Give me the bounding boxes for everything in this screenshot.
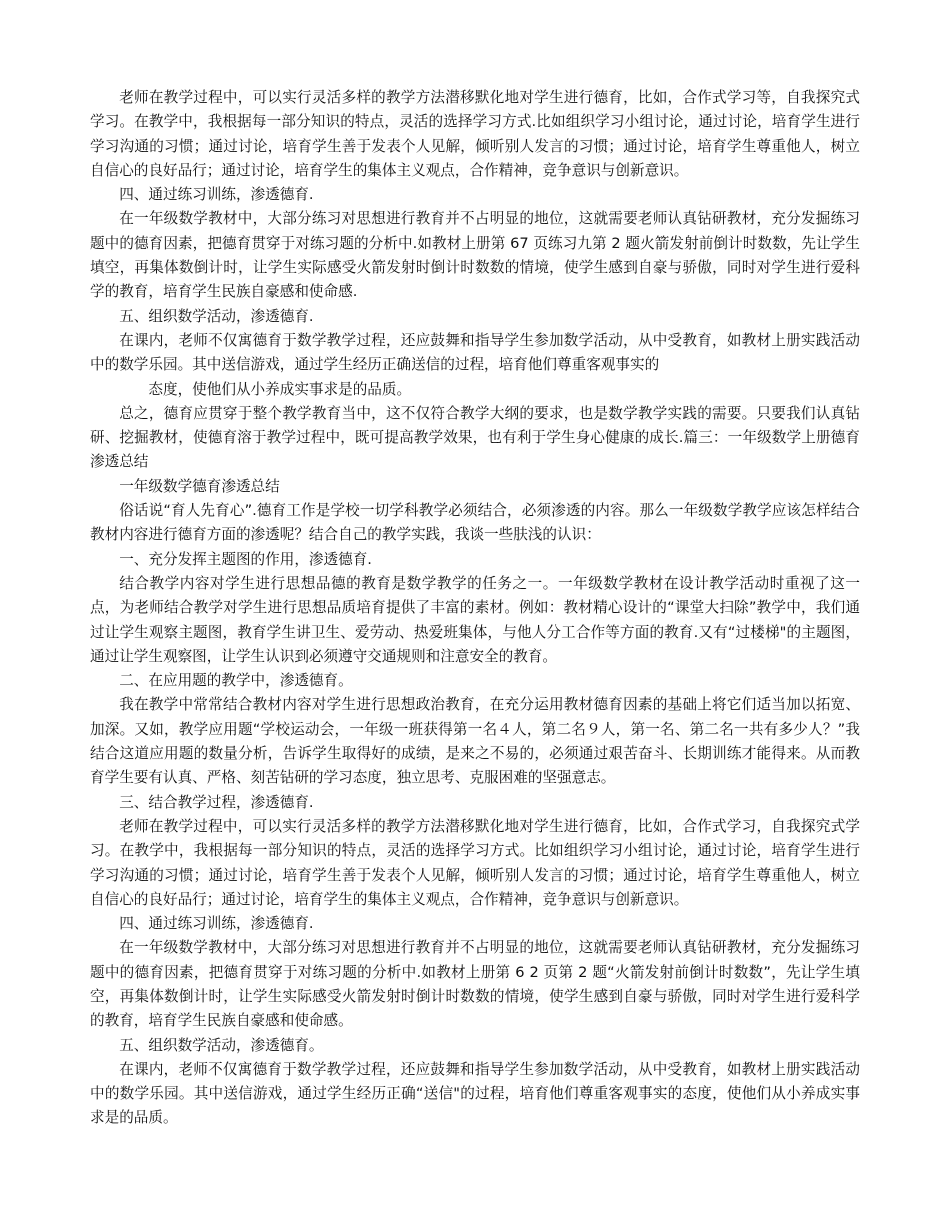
paragraph-activities: 在课内，老师不仅寓德育于数学教学过程，还应鼓舞和指导学生参加数学活动，从中受教育，如教材上册实践活动中的数学乐园。其中送信游戏，通过学生经历正确“送信"的过程，培育他们尊重客观事实的态度，使他们从小养成实事求是的品质。 (90, 1060, 860, 1127)
section-heading-2: 二、在应用题的教学中，渗透德育。 (119, 672, 353, 690)
paragraph-3: 在课内，老师不仅寓德育于数学教学过程，还应鼓舞和指导学生参加数学活动，从中受教育，如教材上册实践活动中的数学乐园。其中送信游戏，通过学生经历正确送信的过程，培育他们尊重客观事实的 (90, 331, 860, 374)
paragraph-3-continuation: 态度，使他们从小养成实事求是的品质。 (148, 380, 412, 398)
document-page (90, 86, 860, 1131)
section-heading-4: 四、通过练习训练，渗透德育. (119, 186, 314, 204)
section-heading-5b: 五、组织数学活动，渗透德育。 (119, 1036, 324, 1054)
paragraph-intro: 俗话说“育人先育心”.德育工作是学校一切学科教学必须结合，必须渗透的内容。那么一年级数学教学应该怎样结合教材内容进行德育方面的渗透呢？结合自己的教学实践，我谈一些肤浅的认识： (90, 502, 860, 544)
paragraph-practice: 在一年级数学教材中，大部分练习对思想进行教育并不占明显的地位，这就需要老师认真钻研教材，充分发掘练习题中的德育因素，把德育贯穿于对练习题的分析中.如教材上册第 6 2 页第 2 题“火箭发射前倒计时数数”，先让学生填空，再集体数倒计时，让学生实际感受火箭发射时倒计时数数的情境，使学生感到自豪与骄傲，同时对学生进行爱科学的教育，培育学生民族自豪感和使命感。 (90, 939, 860, 1030)
paragraph-2: 在一年级数学教材中，大部分练习对思想进行教育并不占明显的地位，这就需要老师认真钻研教材，充分发掘练习题中的德育因素，把德育贯穿于对练习题的分析中.如教材上册第 67 页练习九第 2 题火箭发射前倒计时数数，先让学生填空，再集体数倒计时，让学生实际感受火箭发射时倒计时数数的情境，使学生感到自豪与骄傲，同时对学生进行爱科学的教育，培育学生民族自豪感和使命感. (90, 210, 860, 301)
document-subtitle: 一年级数学德育渗透总结 (119, 477, 280, 495)
paragraph-word-problem: 我在教学中常常结合教材内容对学生进行思想政治教育，在充分运用教材德育因素的基础上将它们适当加以拓宽、加深。又如，教学应用题“学校运动会，一年级一班获得第一名４人，第二名９人，第一名、第二名一共有多少人？”我结合这道应用题的数量分析，告诉学生取得好的成绩，是来之不易的，必须通过艰苦奋斗、长期训练才能得来。从而教育学生要有认真、严格、刻苦钻研的学习态度，独立思考、克服困难的坚强意志。 (90, 696, 860, 787)
paragraph-1: 老师在教学过程中，可以实行灵活多样的教学方法潜移默化地对学生进行德育，比如，合作式学习等，自我探究式学习。在教学中，我根据每一部分知识的特点，灵活的选择学习方式.比如组织学习小组讨论，通过讨论，培育学生进行学习沟通的习惯；通过讨论，培育学生善于发表个人见解，倾听别人发言的习惯；通过讨论，培育学生尊重他人，树立自信心的良好品行；通过讨论，培育学生的集体主义观点，合作精神，竞争意识与创新意识。 (90, 89, 860, 179)
section-heading-1: 一、充分发挥主题图的作用，渗透德育. (119, 550, 372, 568)
paragraph-theme-image: 结合教学内容对学生进行思想品德的教育是数学教学的任务之一。一年级数学教材在设计教学活动时重视了这一点，为老师结合教学对学生进行思想品质培育提供了丰富的素材。例如：教材精心设计的“课堂大扫除”教学中，我们通过让学生观察主题图，教育学生讲卫生、爱劳动、热爱班集体，与他人分工合作等方面的教育.又有“过楼梯"的主题图，通过让学生观察图，让学生认识到必须遵守交通规则和注意安全的教育。 (90, 574, 860, 665)
paragraph-teaching-process: 老师在教学过程中，可以实行灵活多样的教学方法潜移默化地对学生进行德育，比如，合作式学习，自我探究式学习。在教学中，我根据每一部分知识的特点，灵活的选择学习方式。比如组织学习小组讨论，通过讨论，培育学生进行学习沟通的习惯；通过讨论，培育学生善于发表个人见解，倾听别人发言的习惯；通过讨论，培育学生尊重他人，树立自信心的良好品行；通过讨论，培育学生的集体主义观点，合作精神，竞争意识与创新意识。 (90, 817, 860, 908)
paragraph-conclusion: 总之，德育应贯穿于整个教学教育当中，这不仅符合教学大纲的要求，也是数学教学实践的需要。只要我们认真钻研、挖掘教材，使德育溶于教学过程中，既可提高教学效果，也有利于学生身心健康的成长.篇三：一年级数学上册德育渗透总结 (90, 404, 860, 471)
section-heading-5: 五、组织数学活动，渗透德育. (119, 307, 314, 325)
section-heading-4b: 四、通过练习训练，渗透德育. (119, 915, 314, 933)
section-heading-3: 三、结合教学过程，渗透德育. (119, 793, 314, 811)
